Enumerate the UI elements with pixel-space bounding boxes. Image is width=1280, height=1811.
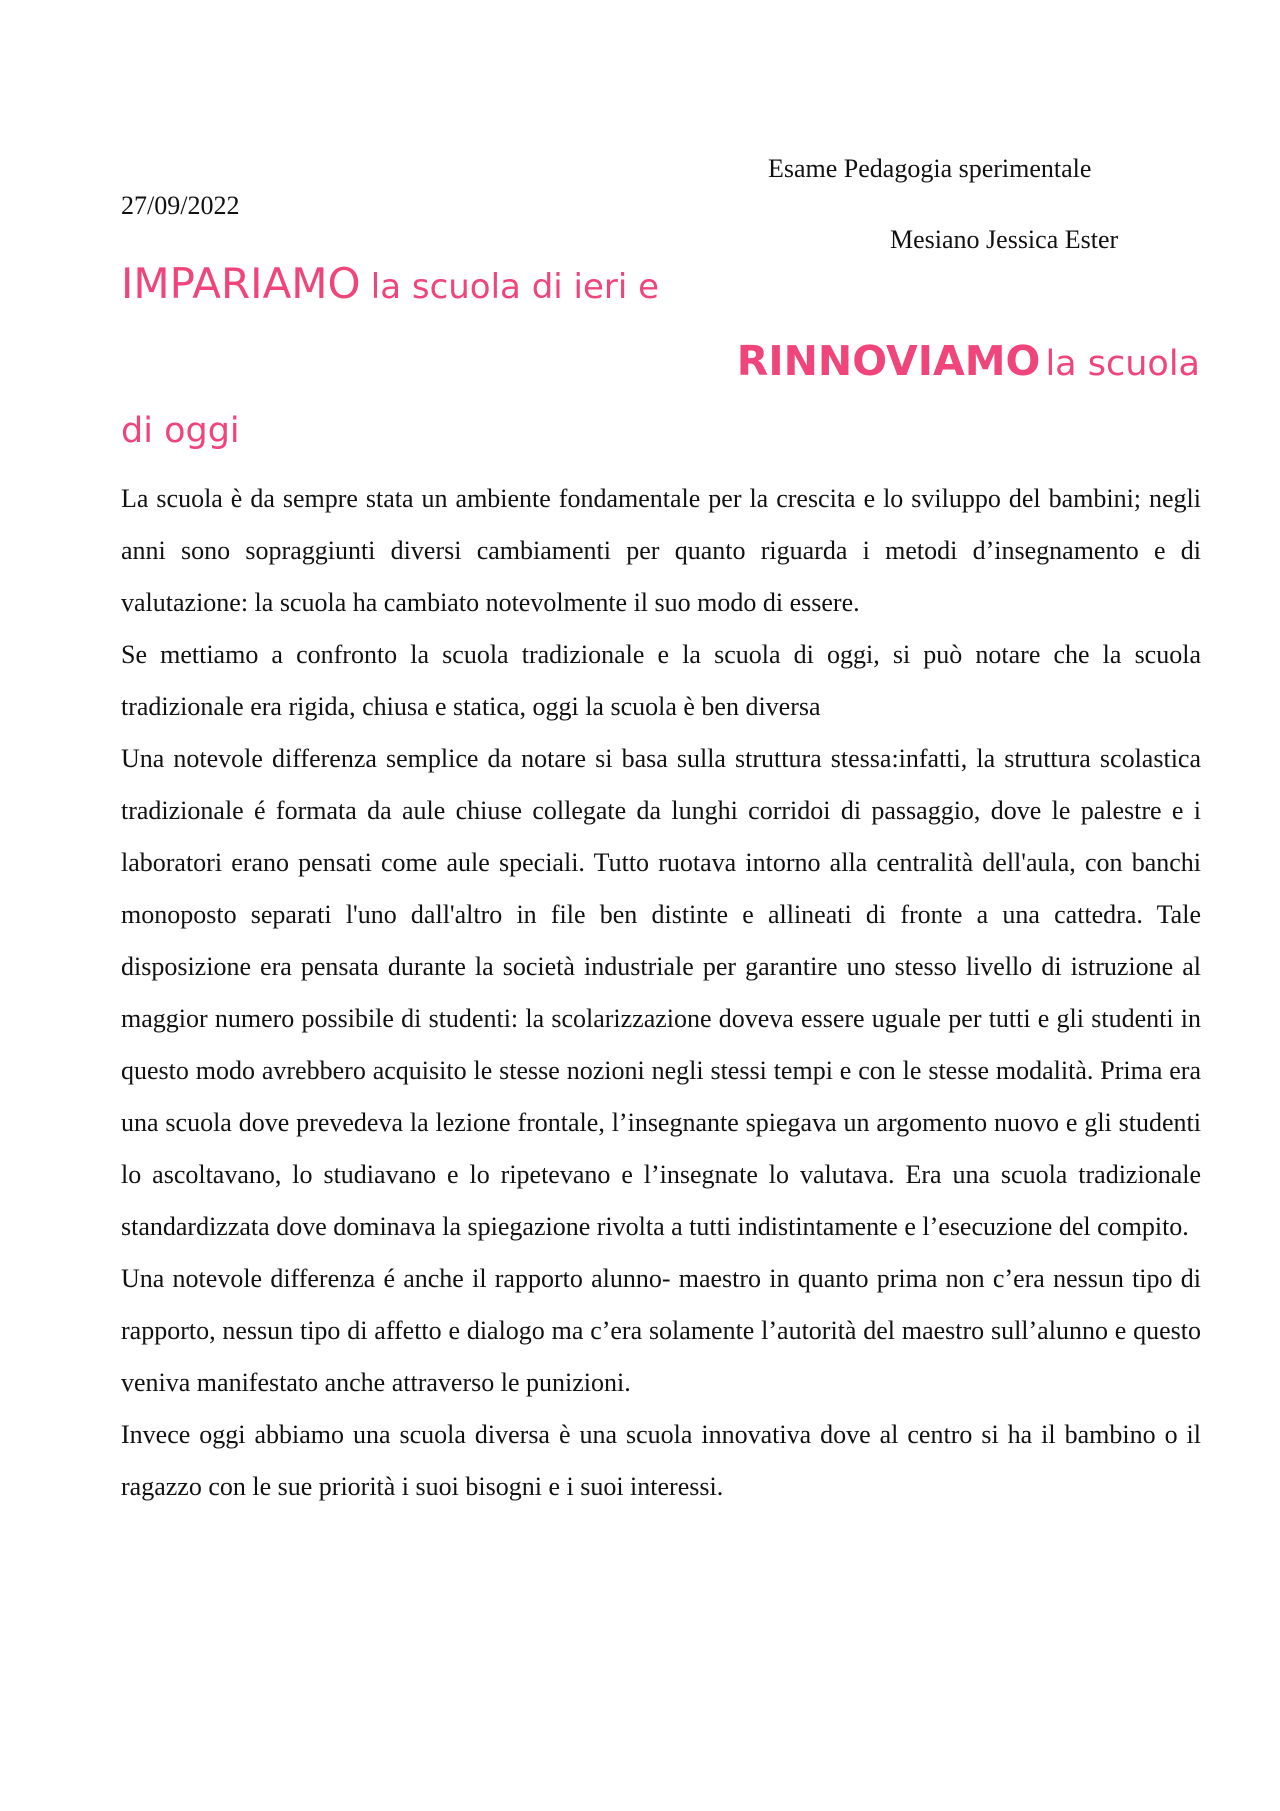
title-line-3: di oggi xyxy=(121,411,240,451)
author-name: Mesiano Jessica Ester xyxy=(890,225,1119,254)
paragraph-2: Se mettiamo a confronto la scuola tradizionale e la scuola di oggi, si può notare che la scuola tradizionale era rigida, chiusa e statica, oggi la scuola è ben diversa xyxy=(121,640,1201,721)
title-line-1 xyxy=(121,259,660,308)
paragraph-1: La scuola è da sempre stata un ambiente fondamentale per la crescita e lo sviluppo del bambini; negli anni sono sopraggiunti diversi cambiamenti per quanto riguarda i metodi d’insegnamento e di valutazione: la scuola ha cambiato notevolmente il suo modo di essere. xyxy=(121,484,1201,617)
paragraph-4: Una notevole differenza é anche il rapporto alunno- maestro in quanto prima non c’era nessun tipo di rapporto, nessun tipo di affetto e dialogo ma c’era solamente l’autorità del maestro sull’alunno e questo veniva manifestato anche attraverso le punizioni. xyxy=(121,1264,1201,1397)
title-line-1-rest: la scuola di ieri e xyxy=(370,267,660,307)
exam-label: Esame Pedagogia sperimentale xyxy=(768,154,1092,183)
title-word-rinnoviamo: RINNOVIAMO xyxy=(736,337,1041,385)
date-label: 27/09/2022 xyxy=(121,191,240,220)
paragraph-3: Una notevole differenza semplice da notare si basa sulla struttura stessa:infatti, la struttura scolastica tradizionale é formata da aule chiuse collegate da lunghi corridoi di passaggio, dove le palestre e i laboratori erano pensati come aule speciali. Tutto ruotava intorno alla centralità dell'aula, con banchi monoposto separati l'uno dall'altro in file ben distinte e allineati di fronte a una cattedra. Tale disposizione era pensata durante la società industriale per garantire uno stesso livello di istruzione al maggior numero possibile di studenti: la scolarizzazione doveva essere uguale per tutti e gli studenti in questo modo avrebbero acquisito le stesse nozioni negli stessi tempi e con le stesse modalità. Prima era una scuola dove prevedeva la lezione frontale, l’insegnante spiegava un argomento nuovo e gli studenti lo ascoltavano, lo studiavano e lo ripetevano e l’insegnate lo valutava. Era una scuola tradizionale standardizzata dove dominava la spiegazione rivolta a tutti indistintamente e l’esecuzione del compito. xyxy=(121,744,1201,1241)
paragraph-5: Invece oggi abbiamo una scuola diversa è una scuola innovativa dove al centro si ha il bambino o il ragazzo con le sue priorità i suoi bisogni e i suoi interessi. xyxy=(121,1420,1201,1501)
title-line-2 xyxy=(736,337,1200,385)
body-text xyxy=(121,473,1201,1513)
title-line-2-rest: la scuola xyxy=(1045,344,1200,384)
title-word-impariamo: IMPARIAMO xyxy=(121,259,361,308)
